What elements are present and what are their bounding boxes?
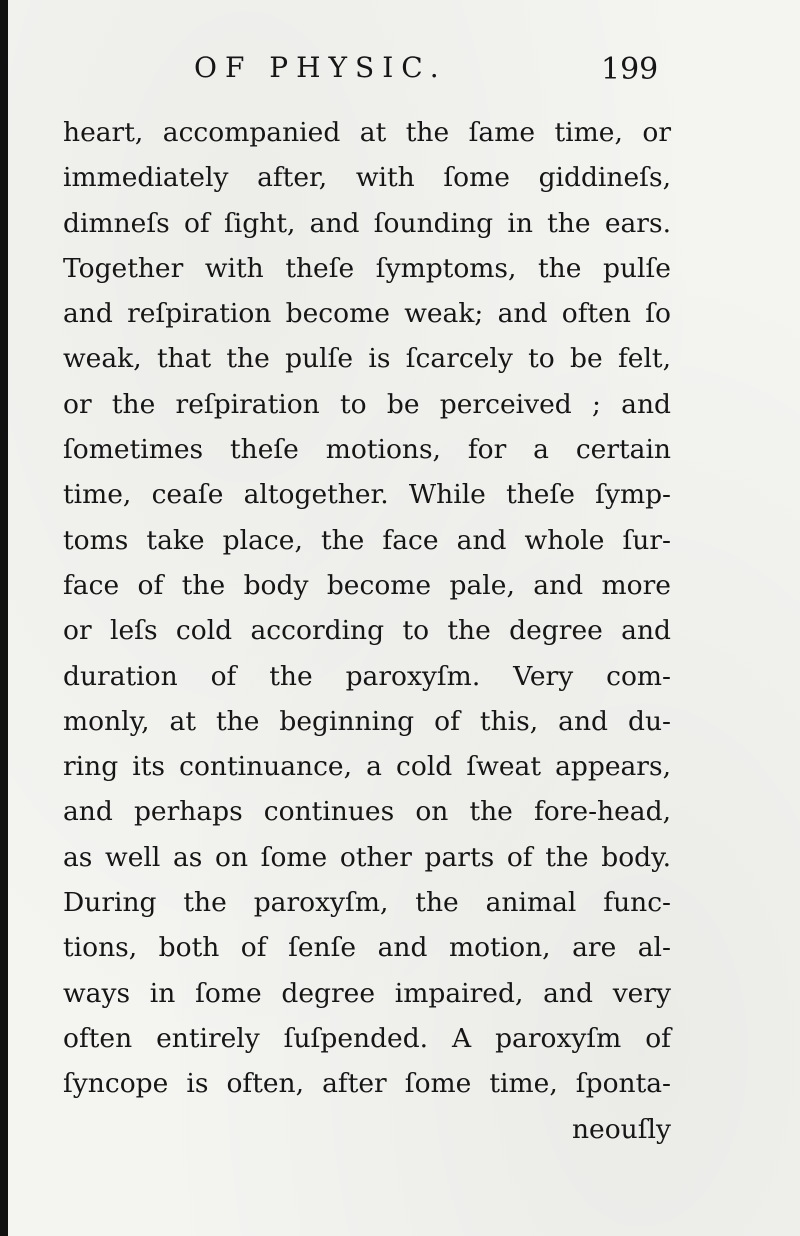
text-line-22: ſyncope is often, after ſome time, ſponta- — [63, 1068, 671, 1100]
text-line-3: dimneſs of ſight, and ſounding in the ears. — [63, 207, 671, 239]
text-line-19: tions, both of ſenſe and motion, are al- — [63, 932, 671, 964]
text-line-20: ways in ſome degree impaired, and very — [63, 977, 671, 1009]
page-number: 199 — [601, 52, 659, 87]
catchword: neouſly — [571, 1113, 671, 1145]
running-head — [8, 52, 800, 92]
text-line-4: Together with theſe ſymptoms, the pulſe — [63, 252, 671, 284]
text-line-21: often entirely ſuſpended. A paroxyſm of — [63, 1022, 671, 1054]
text-line-16: and perhaps continues on the fore-head, — [63, 796, 671, 828]
text-line-10: toms take place, the face and whole ſur- — [63, 524, 671, 556]
text-line-14: monly, at the beginning of this, and du- — [63, 705, 671, 737]
text-line-5: and reſpiration become weak; and often ſo — [63, 298, 671, 330]
text-line-7: or the reſpiration to be perceived ; and — [63, 388, 671, 420]
book-page — [8, 0, 800, 1236]
body-text — [63, 110, 671, 1152]
text-line-15: ring its continuance, a cold ſweat appears, — [63, 751, 671, 783]
text-line-11: face of the body become pale, and more — [63, 569, 671, 601]
text-line-1: heart, accompanied at the ſame time, or — [63, 117, 671, 148]
text-line-18: During the paroxyſm, the animal func- — [63, 887, 671, 919]
text-line-9: time, ceaſe altogether. While theſe ſymp- — [63, 479, 671, 511]
text-line-17: as well as on ſome other parts of the body. — [63, 841, 671, 873]
text-line-8: ſometimes theſe motions, for a certain — [63, 434, 671, 466]
running-head-title: OF PHYSIC. — [194, 51, 447, 84]
text-line-13: duration of the paroxyſm. Very com- — [63, 660, 671, 692]
text-line-12: or leſs cold according to the degree and — [63, 615, 671, 647]
text-line-2: immediately after, with ſome giddineſs, — [63, 162, 671, 194]
text-line-6: weak, that the pulſe is ſcarcely to be felt, — [63, 343, 671, 375]
